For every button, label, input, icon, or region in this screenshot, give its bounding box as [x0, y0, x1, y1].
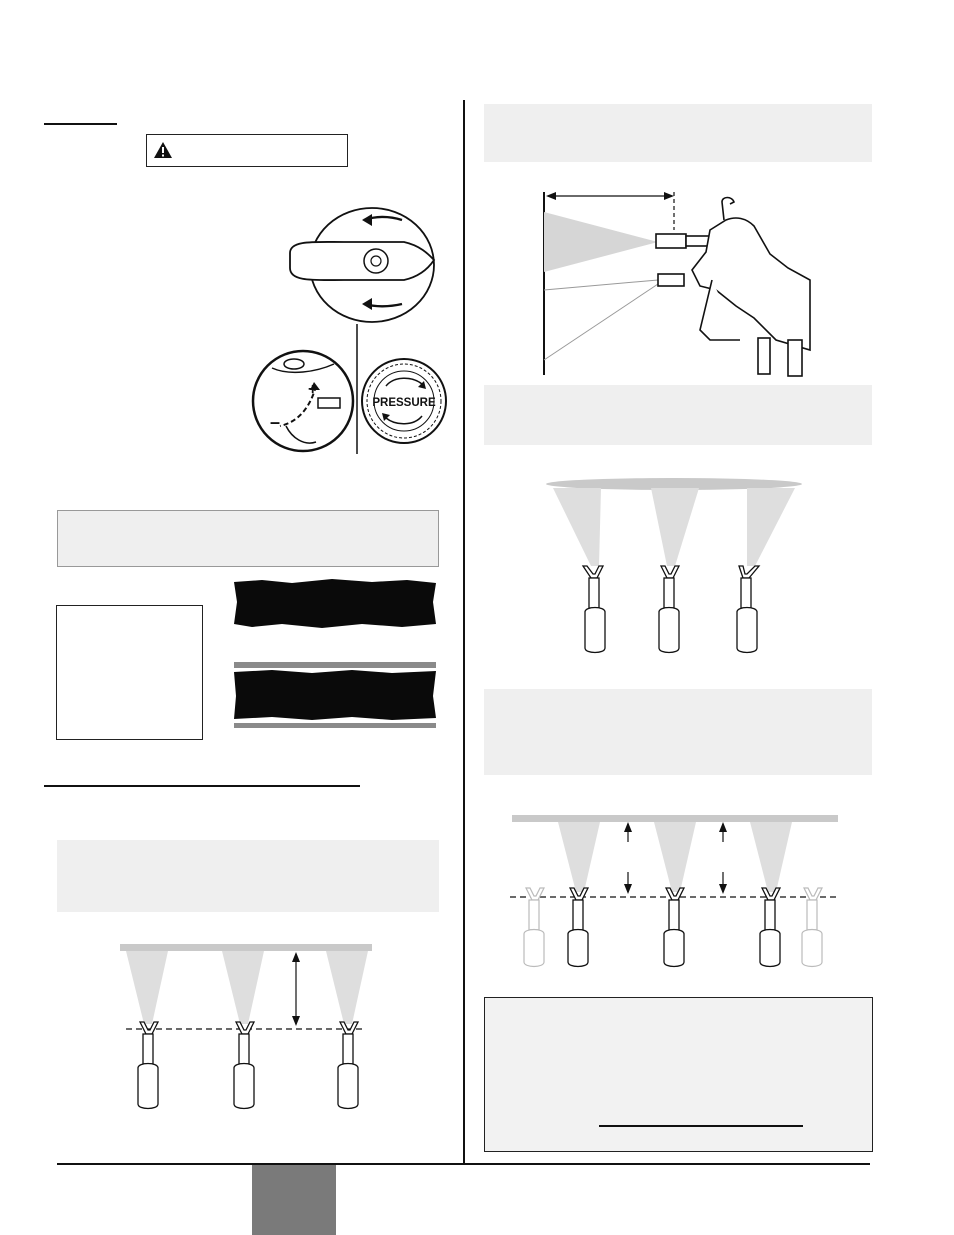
- note-box-lower-right: [484, 689, 872, 775]
- warning-triangle-icon: [153, 141, 173, 159]
- spray-gun-icon: [138, 1022, 158, 1109]
- pressure-relief-valve-illustration: [284, 208, 444, 338]
- note-box-top-left: [57, 510, 439, 567]
- page-number-tab: [252, 1165, 336, 1235]
- note-box-bottom-left: [57, 840, 439, 912]
- note-box-bottom-right: [484, 997, 873, 1152]
- column-divider: [463, 100, 465, 1165]
- spray-gun-icon-faded: [524, 888, 544, 967]
- spray-gun-icon: [737, 566, 759, 653]
- overlap-stroke-illustration: [508, 812, 838, 972]
- warning-box: [146, 134, 348, 167]
- pressure-control-knob-illustration: [250, 346, 450, 456]
- note-box-middle-right: [484, 385, 872, 445]
- spray-gun-icon: [568, 888, 588, 967]
- note-link-underline: [599, 1125, 803, 1127]
- section-heading-rule-left: [44, 785, 360, 787]
- knob-minus-sign: –: [270, 412, 281, 432]
- arcing-stroke-illustration: [543, 478, 805, 663]
- spray-gun-icon: [583, 566, 605, 653]
- knob-plus-sign: +: [308, 381, 318, 398]
- spray-gun-icon-faded: [802, 888, 822, 967]
- spray-pattern-tails-sample: [232, 578, 438, 630]
- note-box-small-left: [56, 605, 203, 740]
- spray-gun-icon: [234, 1022, 254, 1109]
- spray-distance-illustration-left: [118, 944, 378, 1119]
- footer-rule: [57, 1163, 870, 1165]
- section-heading-underline: [44, 123, 117, 125]
- spray-gun-icon: [760, 888, 780, 967]
- spray-pattern-good-sample: [232, 660, 438, 730]
- spray-gun-icon: [664, 888, 684, 967]
- note-box-top-right: [484, 104, 872, 162]
- spray-gun-icon: [659, 566, 679, 653]
- spray-gun-icon: [338, 1022, 358, 1109]
- pressure-knob-label: PRESSURE: [372, 397, 436, 409]
- spray-gun-fan-illustration: [540, 190, 840, 380]
